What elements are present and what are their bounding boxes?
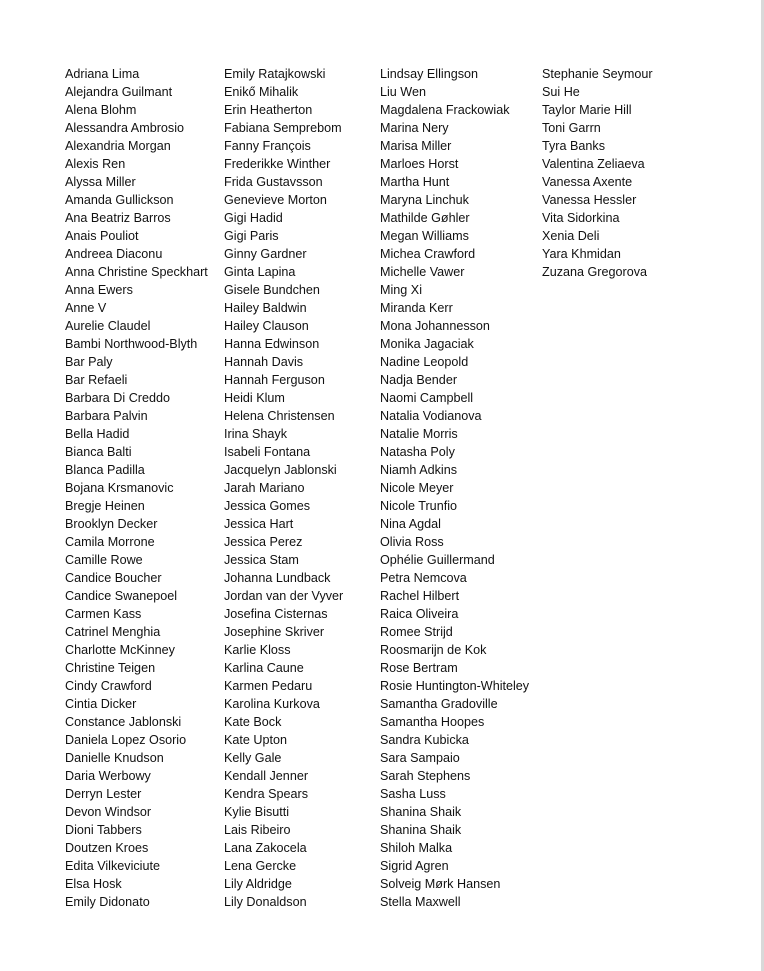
name-entry: Vanessa Axente [542,175,633,189]
name-entry: Kendra Spears [224,787,309,801]
name-entry: Alena Blohm [65,103,137,117]
name-entry: Miranda Kerr [380,301,453,315]
name-entry: Monika Jagaciak [380,337,474,351]
name-entry: Johanna Lundback [224,571,331,585]
name-entry: Candice Swanepoel [65,589,178,603]
name-entry: Jarah Mariano [224,481,305,495]
name-entry: Camille Rowe [65,553,143,567]
name-entry: Bella Hadid [65,427,130,441]
name-entry: Olivia Ross [380,535,444,549]
name-entry: Jessica Stam [224,553,299,567]
name-entry: Nadja Bender [380,373,458,387]
name-entry: Yara Khmidan [542,247,621,261]
name-entry: Anna Ewers [65,283,133,297]
name-entry: Enikő Mihalik [224,85,299,99]
name-entry: Christine Teigen [65,661,156,675]
name-entry: Jacquelyn Jablonski [224,463,337,477]
names-column-4 [542,65,653,281]
name-entry: Hailey Clauson [224,319,309,333]
name-entry: Blanca Padilla [65,463,145,477]
name-entry: Gigi Paris [224,229,279,243]
name-entry: Shanina Shaik [380,805,462,819]
name-entry: Roosmarijn de Kok [380,643,487,657]
name-entry: Dioni Tabbers [65,823,142,837]
name-entry: Nina Agdal [380,517,441,531]
name-entry: Rosie Huntington-Whiteley [380,679,530,693]
name-entry: Sui He [542,85,580,99]
name-entry: Liu Wen [380,85,426,99]
name-entry: Natalia Vodianova [380,409,482,423]
name-entry: Niamh Adkins [380,463,457,477]
names-column-1 [65,65,208,911]
name-entry: Camila Morrone [65,535,155,549]
name-entry: Maryna Linchuk [380,193,469,207]
name-entry: Shanina Shaik [380,823,462,837]
name-entry: Jordan van der Vyver [224,589,344,603]
name-entry: Romee Strijd [380,625,453,639]
name-entry: Karlina Caune [224,661,304,675]
name-entry: Elsa Hosk [65,877,122,891]
name-entry: Alessandra Ambrosio [65,121,185,135]
name-entry: Anne V [65,301,107,315]
name-entry: Karlie Kloss [224,643,291,657]
name-entry: Gisele Bundchen [224,283,320,297]
name-entry: Bar Paly [65,355,113,369]
name-entry: Samantha Gradoville [380,697,498,711]
name-entry: Marloes Horst [380,157,459,171]
name-entry: Lily Donaldson [224,895,307,909]
name-entry: Lindsay Ellingson [380,67,479,81]
name-entry: Vanessa Hessler [542,193,637,207]
name-entry: Aurelie Claudel [65,319,151,333]
name-entry: Ginta Lapina [224,265,296,279]
name-entry: Mathilde Gøhler [380,211,470,225]
name-entry: Megan Williams [380,229,469,243]
name-entry: Irina Shayk [224,427,287,441]
name-entry: Cindy Crawford [65,679,152,693]
name-entry: Gigi Hadid [224,211,283,225]
name-entry: Helena Christensen [224,409,335,423]
name-entry: Lena Gercke [224,859,297,873]
name-entry: Danielle Knudson [65,751,164,765]
name-entry: Stephanie Seymour [542,67,653,81]
name-entry: Valentina Zeliaeva [542,157,645,171]
name-entry: Bianca Balti [65,445,132,459]
name-entry: Lais Ribeiro [224,823,291,837]
name-entry: Barbara Palvin [65,409,148,423]
names-column-2 [224,65,343,911]
name-entry: Alyssa Miller [65,175,136,189]
name-entry: Andreea Diaconu [65,247,163,261]
name-entry: Rose Bertram [380,661,458,675]
name-entry: Shiloh Malka [380,841,453,855]
name-entry: Bregje Heinen [65,499,145,513]
name-entry: Karolina Kurkova [224,697,320,711]
name-entry: Marisa Miller [380,139,452,153]
name-entry: Daniela Lopez Osorio [65,733,187,747]
name-entry: Frederikke Winther [224,157,331,171]
name-entry: Lily Aldridge [224,877,292,891]
name-entry: Erin Heatherton [224,103,313,117]
name-entry: Emily Didonato [65,895,150,909]
name-entry: Sandra Kubicka [380,733,469,747]
name-entry: Devon Windsor [65,805,152,819]
name-entry: Ana Beatriz Barros [65,211,171,225]
name-entry: Magdalena Frackowiak [380,103,510,117]
name-entry: Kylie Bisutti [224,805,290,819]
name-entry: Raica Oliveira [380,607,459,621]
names-column-3 [380,65,529,911]
name-entry: Stella Maxwell [380,895,461,909]
name-entry: Anais Pouliot [65,229,139,243]
name-entry: Kate Bock [224,715,282,729]
name-entry: Petra Nemcova [380,571,467,585]
name-entry: Josefina Cisternas [224,607,328,621]
name-entry: Kelly Gale [224,751,282,765]
name-entry: Fanny François [224,139,311,153]
name-entry: Carmen Kass [65,607,142,621]
name-entry: Natasha Poly [380,445,455,459]
name-entry: Nicole Trunfio [380,499,457,513]
name-entry: Natalie Morris [380,427,458,441]
name-entry: Isabeli Fontana [224,445,311,459]
name-entry: Fabiana Semprebom [224,121,342,135]
name-entry: Sarah Stephens [380,769,471,783]
name-entry: Samantha Hoopes [380,715,485,729]
name-entry: Hailey Baldwin [224,301,307,315]
name-entry: Jessica Hart [224,517,294,531]
name-entry: Edita Vilkeviciute [65,859,160,873]
name-entry: Alexandria Morgan [65,139,171,153]
name-entry: Tyra Banks [542,139,605,153]
name-entry: Solveig Mørk Hansen [380,877,501,891]
name-entry: Genevieve Morton [224,193,327,207]
name-entry: Martha Hunt [380,175,450,189]
name-entry: Constance Jablonski [65,715,182,729]
name-entry: Alexis Ren [65,157,126,171]
name-entry: Catrinel Menghia [65,625,161,639]
name-entry: Heidi Klum [224,391,285,405]
name-entry: Mona Johannesson [380,319,490,333]
name-entry: Charlotte McKinney [65,643,175,657]
name-entry: Sigrid Agren [380,859,449,873]
name-entry: Ophélie Guillermand [380,553,495,567]
name-entry: Cintia Dicker [65,697,137,711]
name-entry: Amanda Gullickson [65,193,174,207]
name-entry: Sasha Luss [380,787,446,801]
name-entry: Brooklyn Decker [65,517,158,531]
name-entry: Doutzen Kroes [65,841,149,855]
name-entry: Zuzana Gregorova [542,265,648,279]
name-entry: Bar Refaeli [65,373,128,387]
name-entry: Anna Christine Speckhart [65,265,208,279]
name-entry: Sara Sampaio [380,751,460,765]
name-entry: Nadine Leopold [380,355,469,369]
name-entry: Kendall Jenner [224,769,309,783]
name-entry: Hannah Davis [224,355,304,369]
name-entry: Xenia Deli [542,229,600,243]
name-entry: Kate Upton [224,733,288,747]
name-entry: Candice Boucher [65,571,162,585]
name-entry: Nicole Meyer [380,481,454,495]
name-entry: Taylor Marie Hill [542,103,632,117]
name-entry: Josephine Skriver [224,625,325,639]
name-entry: Emily Ratajkowski [224,67,326,81]
name-entry: Derryn Lester [65,787,142,801]
name-entry: Marina Nery [380,121,449,135]
name-entry: Ming Xi [380,283,422,297]
name-entry: Adriana Lima [65,67,140,81]
name-entry: Lana Zakocela [224,841,307,855]
name-entry: Karmen Pedaru [224,679,313,693]
name-entry: Alejandra Guilmant [65,85,173,99]
name-entry: Naomi Campbell [380,391,474,405]
name-entry: Michea Crawford [380,247,476,261]
name-entry: Jessica Gomes [224,499,311,513]
name-entry: Barbara Di Creddo [65,391,170,405]
name-entry: Hanna Edwinson [224,337,320,351]
name-entry: Michelle Vawer [380,265,465,279]
name-entry: Ginny Gardner [224,247,307,261]
name-entry: Hannah Ferguson [224,373,325,387]
name-entry: Jessica Perez [224,535,303,549]
name-entry: Daria Werbowy [65,769,151,783]
name-entry: Toni Garrn [542,121,601,135]
name-entry: Frida Gustavsson [224,175,323,189]
name-entry: Bojana Krsmanovic [65,481,174,495]
name-entry: Bambi Northwood-Blyth [65,337,198,351]
name-entry: Rachel Hilbert [380,589,460,603]
name-entry: Vita Sidorkina [542,211,620,225]
